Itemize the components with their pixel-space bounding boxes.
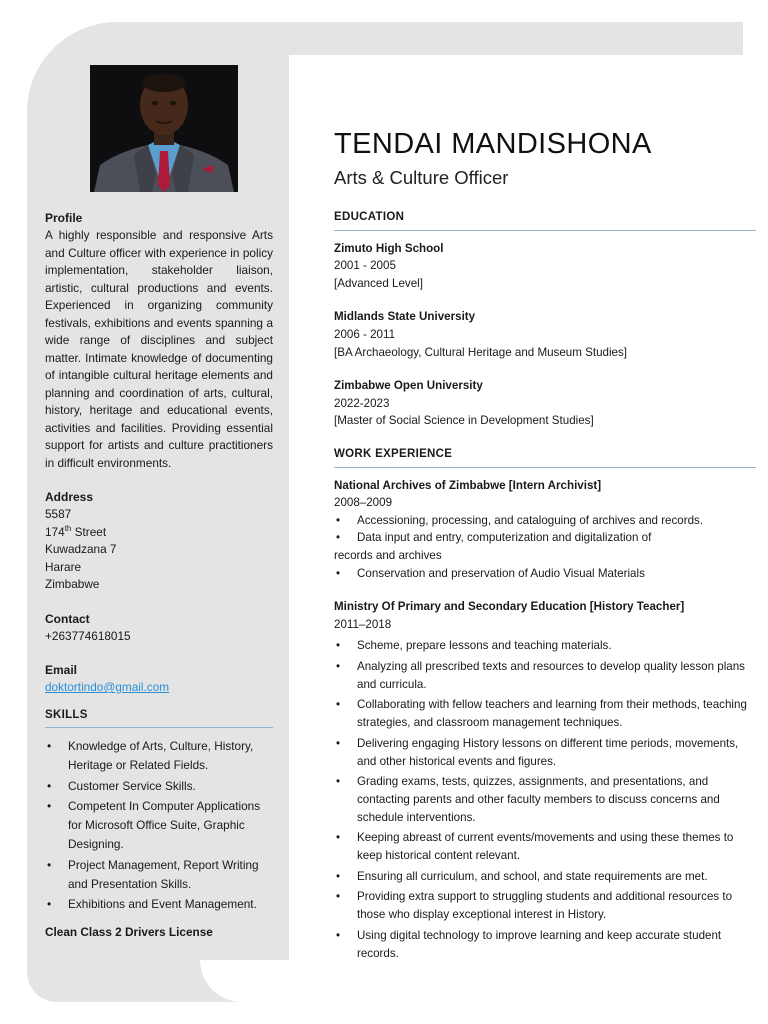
top-band <box>160 22 743 55</box>
education-entry <box>334 240 756 293</box>
main-content <box>334 126 756 965</box>
duty-item: • Conservation and preservation of Audio Visual Materials <box>334 565 756 583</box>
job-years: 2011–2018 <box>334 617 392 631</box>
street-number: 174 <box>45 524 65 539</box>
job-entry <box>334 598 756 962</box>
duty-item: • Accessioning, processing, and cataloguing of archives and records. <box>334 512 756 530</box>
skill-item: • Project Management, Report Writing and Presentation Skills. <box>45 856 273 894</box>
address-line-1: 5587 <box>45 507 72 521</box>
address-section <box>45 489 273 594</box>
street-suffix: th <box>64 523 72 533</box>
education-entry <box>334 308 756 361</box>
skill-item: • Customer Service Skills. <box>45 777 273 796</box>
job-title: Ministry Of Primary and Secondary Education [History Teacher] <box>334 600 685 614</box>
address-line-5: Zimbabwe <box>45 577 100 591</box>
duty-item: • Providing extra support to struggling students and additional resources to those who display exceptional interest in History. <box>334 888 756 923</box>
duty-item: • Delivering engaging History lessons on different time periods, movements, and other historical events and figures. <box>334 735 756 770</box>
candidate-name: TENDAI MANDISHONA <box>334 128 652 160</box>
job-years: 2008–2009 <box>334 496 393 510</box>
email-link[interactable]: doktortindo@gmail.com <box>45 680 170 694</box>
school-detail: [BA Archaeology, Cultural Heritage and Museum Studies] <box>334 345 628 359</box>
address-line-2 <box>45 524 273 542</box>
school-name: Zimbabwe Open University <box>334 379 483 393</box>
profile-photo <box>90 65 238 192</box>
duty-item: • Collaborating with fellow teachers and learning from their methods, teaching strategies, and classroom management techniques. <box>334 696 756 731</box>
skill-item: • Exhibitions and Event Management. <box>45 895 273 914</box>
skill-item: • Knowledge of Arts, Culture, History, Heritage or Related Fields. <box>45 737 273 775</box>
candidate-title: Arts & Culture Officer <box>334 167 509 188</box>
duty-item: • Analyzing all prescribed texts and resources to develop quality lesson plans and curricula. <box>334 658 756 693</box>
work-heading: WORK EXPERIENCE <box>334 446 756 468</box>
education-heading: EDUCATION <box>334 209 756 231</box>
duty-item: • Keeping abreast of current events/movements and using these themes to keep historical content relevant. <box>334 829 756 864</box>
school-name: Zimuto High School <box>334 241 444 255</box>
school-years: 2001 - 2005 <box>334 259 396 273</box>
job-duties <box>334 512 756 547</box>
address-heading: Address <box>45 490 94 504</box>
profile-text: A highly responsible and responsive Arts and Culture officer with experience in policy implementation, stakeholder liaison, artistic, cultural productions and events. Experienced in organizing community festivals, exhibitions and events spanning a wide range of disciplines and subject matter. Intimate knowledge of documenting of intangible cultural heritage elements and planning and coordination of arts, cultural, history, heritage and educational events, activities and facilities. Providing essential support for artists and culture practitioners in difficult environments. <box>45 228 273 470</box>
contact-heading: Contact <box>45 611 90 626</box>
school-years: 2006 - 2011 <box>334 327 396 341</box>
school-name: Midlands State University <box>334 310 476 324</box>
duty-item: • Scheme, prepare lessons and teaching materials. <box>334 637 756 655</box>
skill-item: • Competent In Computer Applications for Microsoft Office Suite, Graphic Designing. <box>45 797 273 853</box>
duty-item: • Data input and entry, computerization and digitalization of <box>334 529 756 547</box>
education-entry <box>334 377 756 430</box>
contact-phone: +263774618015 <box>45 628 131 643</box>
email-section <box>45 662 273 697</box>
school-detail: [Master of Social Science in Development Studies] <box>334 414 594 428</box>
duty-item: • Ensuring all curriculum, and school, and state requirements are met. <box>334 868 756 886</box>
job-entry <box>334 477 756 583</box>
sidebar <box>45 210 273 942</box>
duty-continuation: records and archives <box>334 548 442 562</box>
drivers-license: Clean Class 2 Drivers License <box>45 925 213 940</box>
job-duties <box>334 565 756 583</box>
school-years: 2022-2023 <box>334 396 390 410</box>
skills-heading: SKILLS <box>45 707 273 729</box>
job-title: National Archives of Zimbabwe [Intern Archivist] <box>334 478 602 492</box>
job-duties <box>334 637 756 962</box>
email-heading: Email <box>45 663 78 677</box>
skills-list <box>45 737 273 914</box>
address-line-4: Harare <box>45 559 82 574</box>
duty-item: • Using digital technology to improve learning and keep accurate student records. <box>334 927 756 962</box>
duty-item: • Grading exams, tests, quizzes, assignments, and presentations, and contacting parents and other faculty members to discuss concerns and schedule interventions. <box>334 773 756 826</box>
profile-heading: Profile <box>45 211 83 225</box>
contact-section <box>45 611 273 646</box>
street-name: Street <box>71 524 107 539</box>
address-line-3: Kuwadzana 7 <box>45 542 117 556</box>
school-detail: [Advanced Level] <box>334 276 423 290</box>
